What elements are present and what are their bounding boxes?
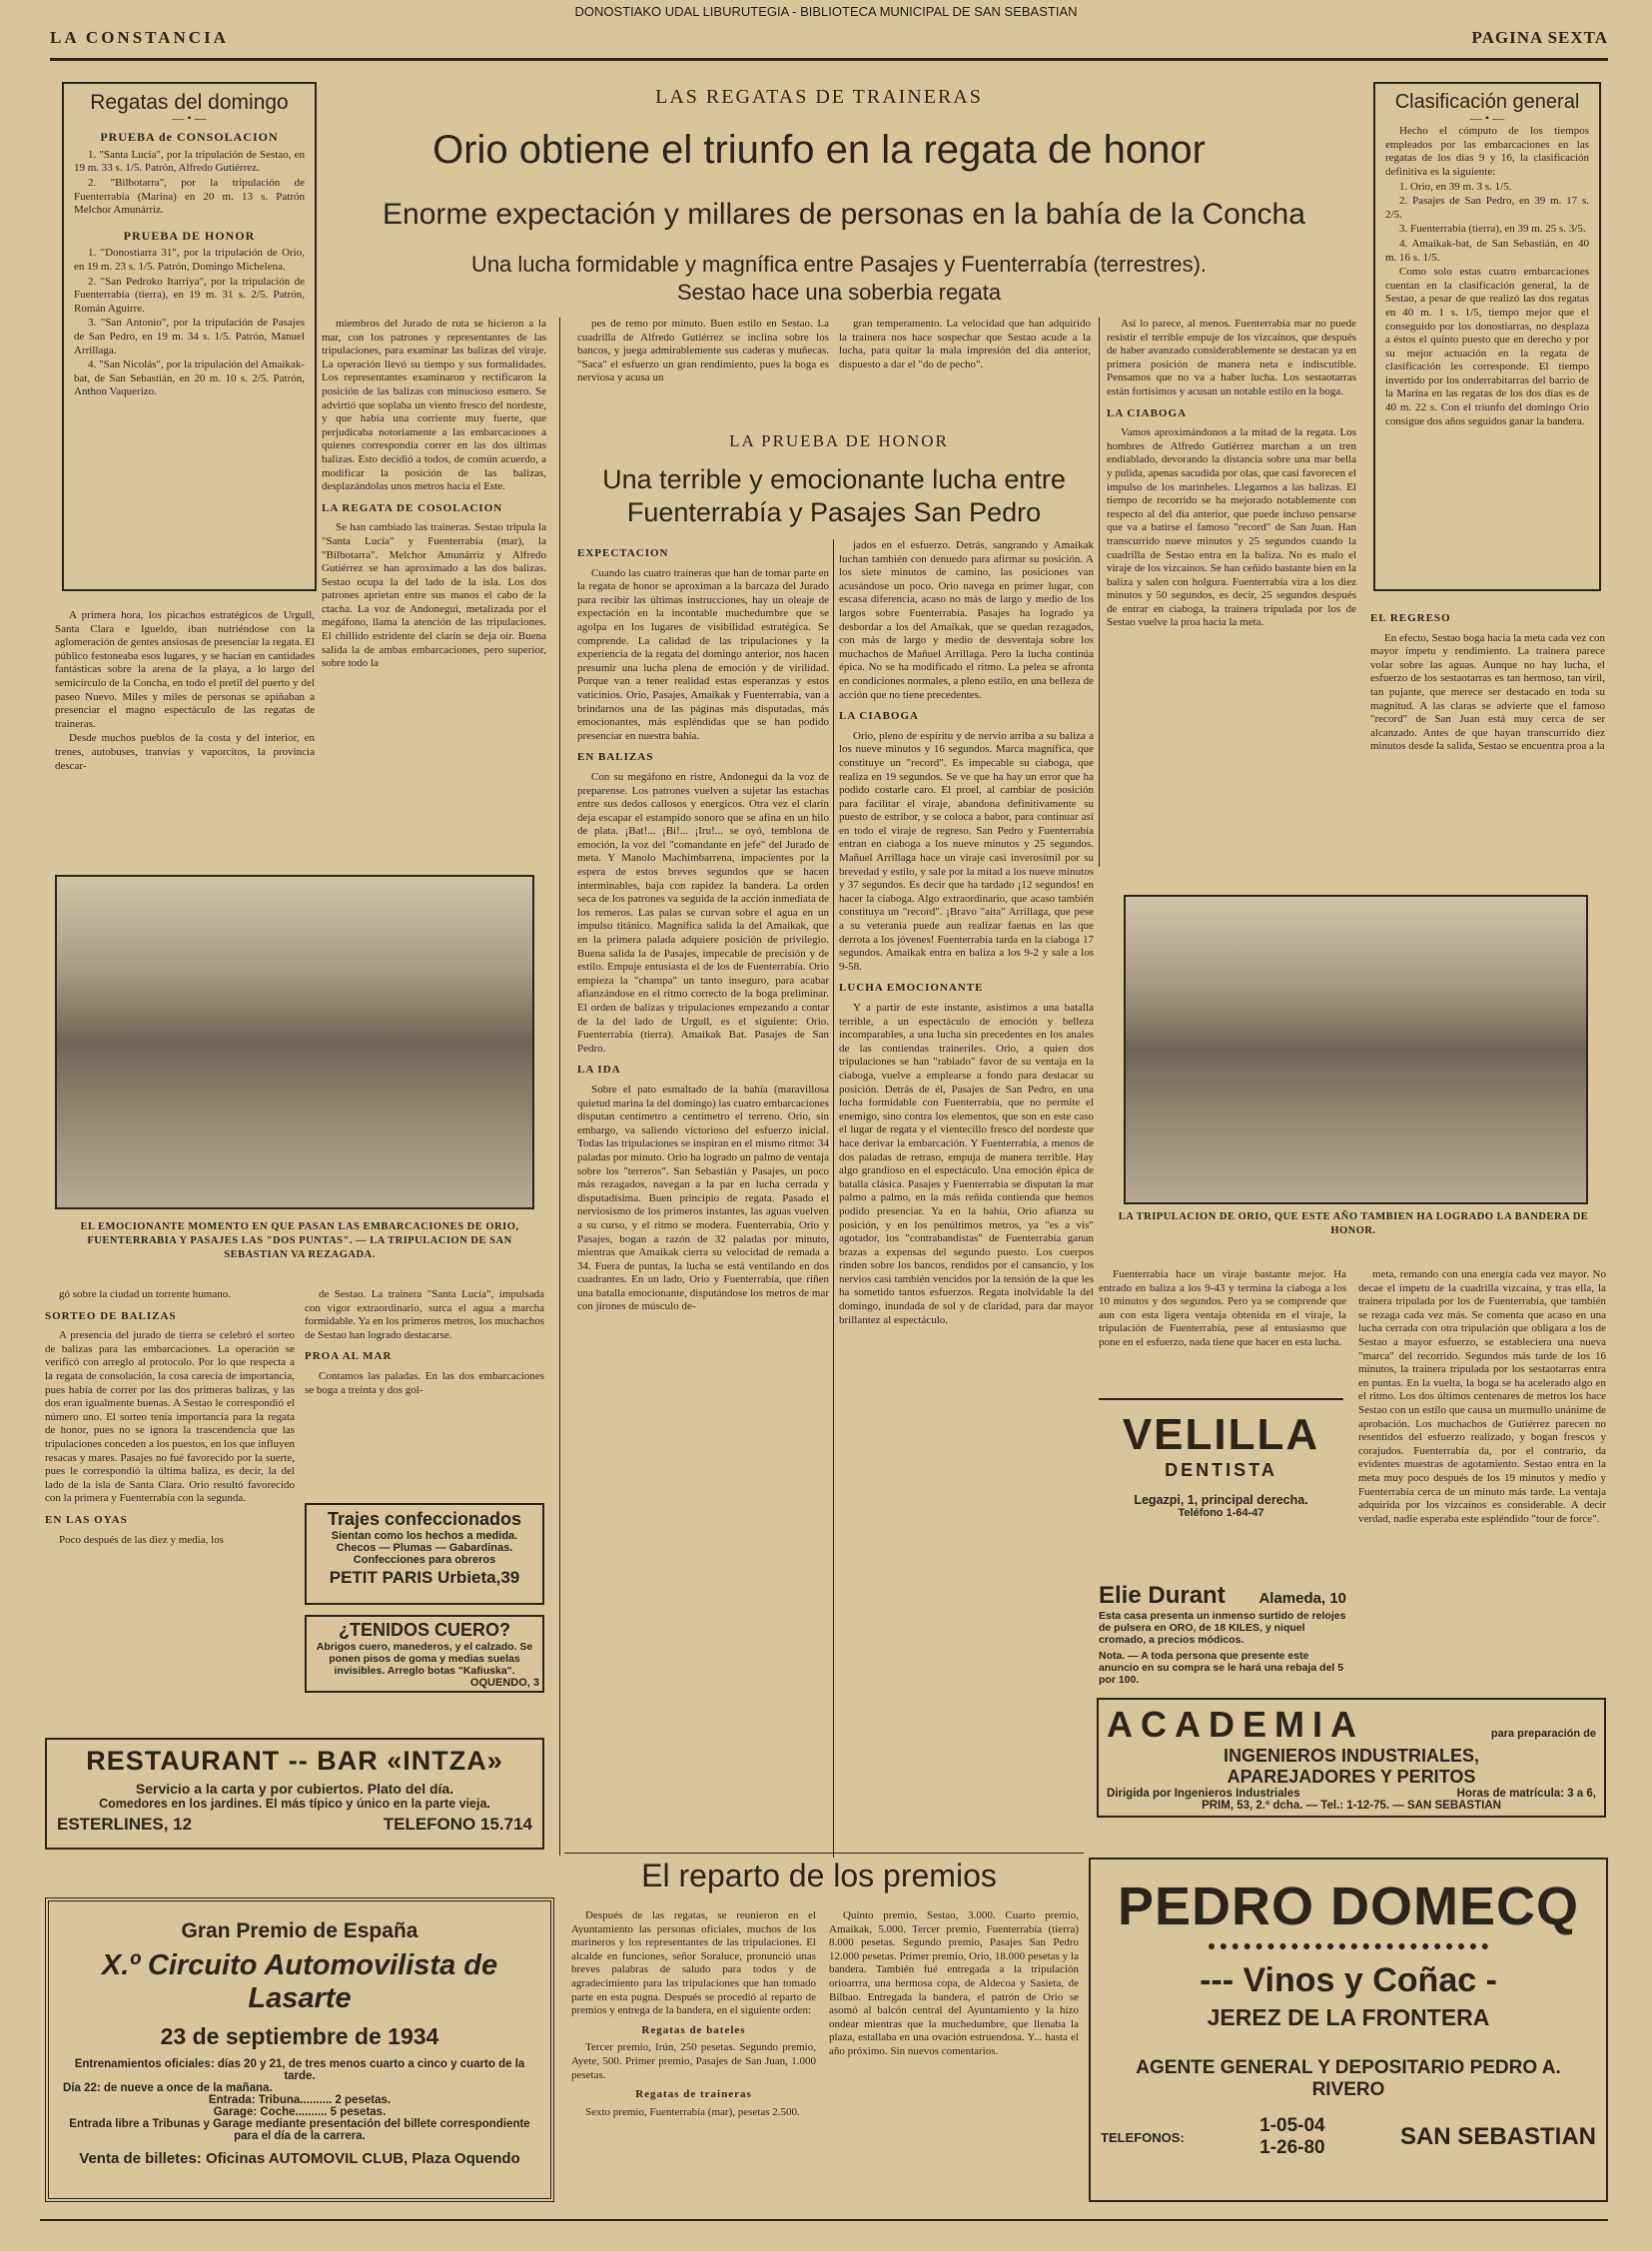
column-2-top — [322, 318, 546, 865]
left-column-top — [55, 609, 315, 864]
paragraph: pes de remo por minuto. Buen estilo en Sestao. La cuadrilla de Alfredo Gutiérrez se inclina sobre los bancos, y juega admirablemente sus caderas y muñecas. "Saca" el esfuerzo un gran rendimiento, pues la boga es nerviosa y acusa un — [577, 318, 829, 384]
ad-circuito-venta: Venta de billetes: Oficinas AUTOMOVIL CLUB, Plaza Oquendo — [79, 2150, 520, 2167]
ad-durant — [1095, 1578, 1350, 1698]
ad-durant-nota: Nota. — A toda persona que presente este anuncio en su compra se le hará una rebaja del 5 por 100. — [1099, 1650, 1344, 1686]
ad-circuito-entrada: Entrada: Tribuna.......... 2 pesetas. — [208, 2094, 392, 2106]
ad-velilla-title: DENTISTA — [1165, 1460, 1277, 1480]
right-photo-caption: LA TRIPULACION DE ORIO, QUE ESTE AÑO TAMBIEN HA LOGRADO LA BANDERA DE HONOR. — [1118, 1211, 1589, 1236]
premios-column-1 — [571, 1909, 816, 2209]
paragraph: Poco después de las diez y media, los — [59, 1533, 224, 1546]
section-title: PROA AL MAR — [305, 1350, 393, 1363]
paragraph: miembros del Jurado de ruta se hicieron a la mar, con los patrones y representantes de las tripulaciones, para examinar las balizas del viraje. La operación llevó su tiempo y sus formalidades. Los representantes examinaron y rectificaron la posición de las balizas con minucioso esmero. Se advirtió que soplaba un viento fresco del nordeste, y que había una corriente muy fuerte, que perjudicaba notoriamente a las embarcaciones a quienes correspondía correr en las dos últimas balizas. Esto decidió a todos, de común acuerdo, a modificar la posición de las balizas, desplazándolas unos metros hacia el Este. — [322, 318, 546, 493]
paragraph: Sexto premio, Fuenterrabía (mar), pesetas 2.500. — [585, 2105, 800, 2118]
left-photo-caption: EL EMOCIONANTE MOMENTO EN QUE PASAN LAS EMBARCACIONES DE ORIO, FUENTERRABIA Y PASAJES LAS "DOS PUNTAS". — LA TRIPULACION DE SAN SEBASTIAN VA REZAGADA. — [80, 1221, 519, 1260]
column-4-top — [839, 318, 1091, 432]
paragraph: meta, remando con una energía cada vez mayor. No decae el ímpetu de la cuadrilla vizcaína, y tras ella, la trainera tripulada por los de Fuenterrabía, que también se rezaga cada vez más. Se comenta que acaso en una lucha cerrada con otra tripulación que obligara a los de Sestao a mayor esfuerzo, se estableciera una nueva "marca" del recorrido. Segundos más tarde de los 16 minutos, la trainera tripulada por los sestaotarras entra en puntas. En la vuelta, la boga se ha acelerado algo en el ritmo. Los dos últimos centenares de metros los hace Sestao con un estilo que causa un murmullo unánime de aprobación. Los muchachos de Gutiérrez parecen no resentidos del esfuerzo realizado, y bogan frescos y corajudos. Fuenterrabía da, por el contrario, da evidentes muestras de agotamiento. Sestao entra en la meta muy poco después de los 19 minutos y medio y Fuenterrabía cerca de un minuto más tarde. La ventaja adquirida por los vizcaínos es considerable. A decir verdad, nadie esperaba este espléndido "tour de force". — [1358, 1268, 1606, 1525]
ad-velilla-name: VELILLA — [1122, 1410, 1320, 1459]
ad-velilla — [1099, 1398, 1343, 1588]
premios-subhead: Regatas de traineras — [635, 2088, 752, 2101]
column-3 — [577, 539, 829, 1863]
ornament — [1209, 1943, 1488, 1955]
paragraph: Después de las regatas, se reunieron en el Ayuntamiento las personas oficiales, muchos de los marineros y los representantes de las tripulaciones. El alcalde en funciones, señor Soraluce, pronunció unas breves palabras de saludo para todos y de agradecimiento para las tripulaciones que han tomado parte en esta pugna. Después se procedió al reparto de premios y entrega de la bandera, en el siguiente orden: — [571, 1909, 816, 2017]
ad-domecq-line2: JEREZ DE LA FRONTERA — [1207, 2004, 1490, 2030]
ad-academia-line2: APAREJADORES Y PERITOS — [1227, 1767, 1476, 1787]
ad-trajes — [305, 1503, 544, 1605]
regatas-box-item: 1. "Donostiarra 31", por la tripulación de Orio, en 19 m. 23 s. 1/5. Patrón, Domingo Michelena. — [74, 247, 305, 273]
left-column-bottom — [45, 1288, 295, 1663]
clasificacion-item: 2. Pasajes de San Pedro, en 39 m. 17 s. 2/5. — [1385, 195, 1589, 221]
paragraph: Con su megáfono en ristre, Andonegui da la voz de preparense. Los patrones vuelven a sujetar las estachas entre sus dedos callosos y energicos. Otra vez el clarín deja escapar el estampido sonoro que se afina en un hilo de plata. ¡Bat!... ¡Bi!... ¡Iru!... se oyó, temblona de emoción, la voz del "comandante en jefe" del Jurado de meta. Y Manolo Machimbarrena, impacientes por la espera de estos breves segundos que se hacen interminables, baja con rapidez la bandera. La orden seca de los patrones va seguida de la acción inmediata de los remeros. Las palas se curvan sobre el agua en un impulso titánico. Magnífica salida la del Amaikak, que en la primera palada adquiere posición de privilegio. Buena salida la de Pasajes, impecable de precisión y de estilo. Empuje entusiasta el de los de Fuenterrabía. Orio empieza la "champa" un tanto inseguro, para acabar afianzándose en el ritmo correcto de la boga preliminar. El orden de balizas y tripulaciones empezando a contar de la del lado de Urgull, es el siguiente: Orio. Fuenterrabía (tierra). Amaikak Bat. Pasajes de San Pedro. — [577, 770, 829, 1055]
paragraph: Vamos aproximándonos a la mitad de la regata. Los hombres de Alfredo Gutiérrez marchan a un tren endiablado, devorando la distancia sobre una mar bella y pulida, apenas sacudida por olas, que casi favorecen el impulso de los marinheles. Llegamos a las balizas. El tiempo de recorrido se ha mejorado notablemente con respecto al del día anterior, que puede incluso pensarse que va a batirse el famoso "record" de San Juan. Han transcurrido nueve minutos y 25 segundos cuando la cuadrilla de Sestao entra en la baliza. No es malo el viraje de los vizcaínos. Se han ceñido bastante bien en la baliza y salen con holgura. Fuenterrabía vira a los diez minutos y 50 segundos, es decir, 25 segundos después de entrar en ciaboga, la trainera tripulada por los de Sestao vuelve la proa hacia la meta. — [1107, 426, 1356, 629]
ad-academia-line3: Dirigida por Ingenieros Industriales — [1107, 1788, 1300, 1800]
column-2-bottom — [305, 1288, 544, 1498]
ad-cuero-title: ¿TENIDOS CUERO? — [338, 1620, 510, 1640]
ad-cuero — [305, 1615, 544, 1693]
column-5-bottom — [1099, 1268, 1346, 1398]
ad-trajes-line3: Confecciones para obreros — [353, 1554, 496, 1566]
paragraph: Orio, pleno de espíritu y de nervio arriba a su baliza a los nueve minutos y 16 segundos. Marca magnífica, que constituye un "record". Es impecable su ciaboga, que realiza en 19 segundos. Se ve que ha hay un error que ha podido costarle caro. El proel, al cambiar de posición para facilitar el viraje, abandona definitivamente su puesto de estribor, y se coloca a babor, para continuar así en todo el viraje de regreso. San Pedro y Fuenterrabía entran en ciaboga a los nueve minutos y 25 segundos. Mañuel Arrillaga hace un viraje casi inverosímil por su brevedad y estilo, y sale por la mitad a los nueve minutos y 37 segundos. Es decir que ha tardado ¡12 segundos! en hacer la ciaboga. Algo extraordinario, que acaso también constituya un "record". ¡Bravo "aita" Arrillaga, que pese a su veteranía puede aun realizar faenas en las que derrota a los jóvenes! Fuenterrabía tarda en la ciaboga 17 segundos. Amaikak entra en baliza a los 9-2 y sale a los 9-58. — [839, 729, 1094, 973]
ad-academia-name: ACADEMIA — [1107, 1704, 1364, 1745]
ad-durant-addr: Alameda, 10 — [1258, 1590, 1346, 1607]
paragraph: Quinto premio, Sestao, 3.000. Cuarto premio, Amaikak, 5.000. Tercer premio, Fuenterrabía (tierra) 8.000 pesetas. Segundo premio, Pasajes San Pedro 12.000 pesetas. Primer premio, Orio, 18.000 pesetas y la bandera. También fué entregada a la tripulación orioarrra, una hermosa copa, de Aldecoa y Sasieta, de Bilbao. Entregada la bandera, el patrón de Orio se asomó al balcón central del Ayuntamiento y la hizo ondear mientras que la muchedumbre, que llenaba la plaza, estallaba en una ovación estruendosa. Y... hasta el año próximo. Sin nuevos comentarios. — [829, 1909, 1079, 2057]
ad-velilla-addr: Legazpi, 1, principal derecha. — [1134, 1493, 1308, 1507]
paragraph: Fuenterrabía hace un viraje bastante mejor. Ha entrado en baliza a los 9-43 y termina la ciaboga a los 10 minutos y dos segundos. Pero ya se comprende que aun con esta ligera ventaja obtenida en el viraje, la tripulación de Fuenterrabía, pese al entusiasmo que pone en el esfuerzo, nada tiene que hacer en esta lucha. — [1099, 1268, 1346, 1348]
ad-domecq-tel2: 1-26-80 — [1259, 2137, 1325, 2158]
column-rule — [833, 539, 834, 1858]
ad-domecq-tel1: 1-05-04 — [1259, 2115, 1325, 2136]
column-rule — [559, 318, 560, 1856]
paragraph: A primera hora, los picachos estratégicos de Urgull, Santa Clara e Igueldo, iban nutriéndose con la aglomeración de gentes ansiosas de presenciar la regata. El público festoneaba esos lugares, y se hacían en cantidades fantásticas sobre la arena de la playa, a lo largo del semicírculo de la Concha, en todo el pretil del puerto y del paseo Nuevo. Miles y miles de personas se apiñaban a presenciar el magno espectáculo de las regatas de traineras. — [55, 609, 315, 730]
section-title: EXPECTACION — [577, 547, 669, 559]
regatas-box-item: 3. "San Antonio", por la tripulación de Pasajes de San Pedro, en 19 m. 34 s. 1/5. Patrón, Manuel Arrillaga. — [74, 317, 305, 357]
section-title: LA CIABOGA — [839, 710, 919, 723]
paragraph: Y a partir de este instante, asistimos a una batalla terrible, a un espectáculo de emoción y belleza incomparables, a una lucha sin precedentes en los anales de las contiendas traineriles. Orio, a quien dos tripulaciones se han "rabiado" favor de su ventaja en la ciaboga, vuelve a emplearse a fondo para destacar su posición. Detrás de él, Pasajes de San Pedro, en una lucha formidable con Fuenterrabía, que no permite el enemigo, sino contra los elementos, que son en este caso el lugar de regata y el vientecillo fresco del nordeste que hace derivar la embarcación. Y Fuenterrabía, a menos de dos paladas de retraso, empuja de manera terrible. Hay algo grandioso en el espectáculo. Una emoción épica de batalla clásica. Pasajes y Fuenterrabía se disputan la mar palmo a palmo, en la más reñida contienda que hemos podido presenciar. Ya en la bahía, Orio afianza su posición, y en los penúltimos metros, ya "es a vis" agotador, los "contrabandistas" de Fuenterrabía ganan brazas a expensas del segundo puesto. Los cuerpos rinden sobre los bancos, rendidos por el cansancio, y los nervios casi también vencidos por la tensión de la que les ha sometido tantos esfuerzos. Regata inolvidable la del domingo, inundada de sol y de claridad, para dar mayor brillantez al espectáculo. — [839, 1002, 1094, 1326]
ad-circuito-garage: Garage: Coche.......... 5 pesetas. — [213, 2106, 387, 2118]
main-kicker: LAS REGATAS DE TRAINERAS — [655, 86, 983, 108]
column-5-top — [1107, 318, 1356, 865]
ad-intza — [45, 1738, 544, 1850]
column-6-bottom — [1358, 1268, 1606, 1688]
ad-domecq — [1089, 1858, 1608, 2202]
top-rule — [50, 58, 1608, 61]
honor-headline: Una terrible y emocionante lucha entre Fuenterrabía y Pasajes San Pedro — [602, 464, 1066, 527]
ad-circuito-libre: Entrada libre a Tribunas y Garage mediante presentación del billete correspondiente para el día de la carrera. — [69, 2118, 530, 2142]
ad-trajes-line1: Sientan como los hechos a medida. — [331, 1530, 518, 1542]
section-title: LA CIABOGA — [1107, 406, 1187, 419]
column-4 — [839, 539, 1094, 1863]
masthead-right: PAGINA SEXTA — [1471, 28, 1608, 47]
honor-kicker: LA PRUEBA DE HONOR — [729, 431, 949, 450]
main-deck2: Una lucha formidable y magnífica entre Pasajes y Fuenterrabía (terrestres). — [470, 252, 1208, 277]
paragraph: Contamos las paladas. En las dos embarcaciones se boga a treinta y dos gol- — [305, 1369, 544, 1396]
ad-durant-text: Esta casa presenta un inmenso surtido de relojes de pulsera en ORO, de 18 KILES, y niquel cromado, a precios módicos. — [1099, 1610, 1346, 1646]
section-title: LA IDA — [577, 1064, 621, 1077]
premios-column-2 — [829, 1909, 1079, 2209]
ad-academia-side: para preparación de — [1490, 1728, 1596, 1740]
regatas-box-sec2: PRUEBA DE HONOR — [123, 228, 256, 243]
paragraph: gran temperamento. La velocidad que han adquirido la trainera nos hace sospechar que Sestao acude a la lucha, para quitar la mala impresión del día anterior, dispuesto a dar el "do de pecho". — [839, 318, 1091, 371]
section-title: SORTEO DE BALIZAS — [45, 1309, 177, 1322]
ad-circuito-train: Entrenamientos oficiales: días 20 y 21, de tres menos cuarto a cinco y cuarto de la tarde. — [74, 2058, 525, 2082]
ornament: — • — — [1469, 110, 1505, 125]
column-rule — [40, 2219, 1608, 2221]
column-rule — [564, 1853, 1084, 1854]
ad-academia-hours: Horas de matrícula: 3 a 6, — [1456, 1788, 1596, 1800]
column-3-top — [577, 318, 829, 432]
ad-intza-line2: Comedores en los jardines. El más típico y único en la parte vieja. — [99, 1797, 490, 1811]
paragraph: Así lo parece, al menos. Fuenterrabía mar no puede resistir el terrible empuje de los vizcaínos, que después de haber avanzado considerablemente se destacan ya en primera posición de manera neta e indiscutible. Pensamos que no va a haber lucha. Los sestaotarras están fortísimos y acusan un notable estilo en la boga. — [1107, 318, 1356, 397]
premios-title: El reparto de los premios — [641, 1858, 997, 1893]
ad-circuito-day: Día 22: de nueve a once de la mañana. — [63, 2082, 273, 2094]
paragraph: En efecto, Sestao boga hacia la meta cada vez con mayor ímpetu y rendimiento. La trainera parece volar sobre las aguas. Aunque no hay lucha, el esfuerzo de los sestaotarras es tan hermoso, tan viril, tan pujante, que merece ser destacado en toda su magnitud. A las claras se advierte que el famoso "record" de San Juan está muy cerca de ser alcanzado. Antes de que hayan transcurrido diez minutos desde la salida, Sestao se encuentra proa a la — [1370, 631, 1605, 753]
clasificacion-box — [1373, 82, 1601, 591]
section-title: LUCHA EMOCIONANTE — [839, 982, 984, 995]
clasificacion-item: 3. Fuenterrabía (tierra), en 39 m. 25 s. 3/5. — [1399, 223, 1586, 236]
paragraph: Tercer premio, Irún, 250 pesetas. Segundo premio, Ayete, 500. Primer premio, Pasajes de San Juan, 1.000 pesetas. — [571, 2041, 816, 2081]
clasificacion-item: 1. Orio, en 39 m. 3 s. 1/5. — [1399, 180, 1512, 193]
paragraph: de Sestao. La trainera "Santa Lucía", impulsada con vigor extraordinario, surca el agua a marcha formidable. Ya en los primeros metros, los muchachos de Sestao han logrado destacarse. — [305, 1288, 544, 1341]
paragraph: Cuando las cuatro traineras que han de tomar parte en la regata de honor se aproximan a la barcaza del Jurado para recibir las últimas instrucciones, hay un oleaje de expectación en la incontable muchedumbre que se agolpa en los lugares de visibilidad estratégica. Se comprende. La calidad de las tripulaciones y la experiencia de la regata del domingo anterior, nos hacen presumir una lucha plena de emoción y de virilidad. Porque van a tener realidad estas esperanzas y estos vaticinios. Orio, Pasajes, Amaikak y Fuenterrabía, van a brindarnos una de las páginas más disputadas, más emocionantes, más espléndidas que se han podido presenciar en nuestra bahía. — [577, 566, 829, 742]
main-deck3: Sestao hace una soberbia regata — [676, 280, 1002, 305]
section-title: EN BALIZAS — [577, 751, 654, 764]
paragraph: jados en el esfuerzo. Detrás, sangrando y Amaikak luchan también con denuedo para afirmar su posición. A los siete minutos de camino, las posiciones van acusándose un poco. Orio navega en primer lugar, con escasa diferencia, acaso no más de largo y medio de los largos sobre Fuenterrabía. Pasajes ha logrado ya desbordar a los del Amaikak, que se quedan rezagados, con más de largo y medio de desventaja sobre los muchachos de Mañuel Arrillaga. Pero la lucha continúa épica. No se ha modificado el ritmo. La pelea se afronta en condiciones normales, a pleno estilo, en una belleza de acción que no tiene precedentes. — [839, 539, 1094, 701]
ad-circuito-date: 23 de septiembre de 1934 — [160, 2023, 439, 2049]
column-rule — [1099, 318, 1100, 867]
photo-orio-crew — [1124, 895, 1588, 1204]
regatas-box-item: 2. "Bilbotarra", por la tripulación de Fuenterrabía (Marina) en 20 m. 13 s. Patrón Melchor Amunárriz. — [74, 176, 305, 217]
paragraph: Sobre el pato esmaltado de la bahía (maravillosa quietud marina la del domingo) las cuatro embarcaciones disputan centímetro a centímetro el terreno. Orio, sin embargo, va saliendo victorioso del esfuerzo inicial. Todas las tripulaciones se inspiran en el mismo ritmo: 34 paladas por minuto. Orio ha logrado un palmo de ventaja sobre los "terreros". San Sebastián y Pasajes, un poco más rezagados, navegan a la par en lucha cerrada y disputadísima. Buen principio de regata. Pasado el nerviosismo de los primeros instantes, las aguas vuelven a su curso, y el ritmo se modera. Fuenterrabía, Orio y Pasajes, bogan a razón de 32 paladas por minuto, mientras que Amaikak cierra su velocidad de remada a 34. Fuera de puntas, la lucha se está ventilando en dos cuadrantes. En un lado, Orio y Fuenterrabía, que riñen una batalla emocionante, disputándose los metros de mar con jirones de músculo de- — [577, 1083, 829, 1313]
regatas-box-item: 1. "Santa Lucía", por la tripulación de Sestao, en 19 m. 33 s. 1/5. Patrón, Alfredo Gutiérrez. — [74, 148, 305, 175]
premios-subhead: Regatas de bateles — [641, 2023, 746, 2036]
clasificacion-box-title: Clasificación general — [1394, 91, 1580, 113]
ad-circuito — [45, 1897, 554, 2202]
ornament: — • — — [172, 110, 207, 125]
regatas-box-title: Regatas del domingo — [90, 91, 289, 114]
clasificacion-intro: Hecho el cómputo de los tiempos empleados por las embarcaciones en las regatas de los días 9 y 16, la clasificación definitiva es la siguiente: — [1385, 125, 1589, 178]
ad-intza-title: RESTAURANT -- BAR «INTZA» — [86, 1746, 503, 1776]
ad-academia-addr: PRIM, 53, 2.º dcha. — Tel.: 1-12-75. — SAN SEBASTIAN — [1202, 1800, 1501, 1812]
main-deck1: Enorme expectación y millares de personas en la bahía de la Concha — [383, 198, 1305, 231]
ad-circuito-line2: X.º Circuito Automovilista de Lasarte — [101, 1949, 498, 2014]
regatas-box-item: 4. "San Nicolás", por la tripulación del Amaikak-bat, de San Sebastián, en 20 m. 10 s. 2/5. Patrón, Anthon Vaquerizo. — [74, 359, 305, 398]
ad-academia — [1097, 1698, 1606, 1818]
ad-velilla-tel: Teléfono 1-64-47 — [1178, 1507, 1264, 1519]
regatas-box — [62, 82, 317, 591]
column-6-top — [1370, 604, 1605, 866]
ad-durant-name: Elie Durant — [1099, 1582, 1226, 1609]
ad-domecq-tel-label: TELEFONOS: — [1101, 2129, 1185, 2145]
ad-intza-tel: TELEFONO 15.714 — [383, 1815, 532, 1834]
paragraph: A presencia del jurado de tierra se celebró el sorteo de balizas para las embarcaciones. La operación se verificó con arreglo al protocolo. Por lo que respecta a la regata de consolación, la cosa carecía de importancia, pues había de correr por las dos primeras balizas, y las dos eran igualmente buenas. A Sestao le correspondió el número uno. El sorteo tenía importancia para la regata de honor, pues no se ignora la trascendencia que las tripulaciones conceden a los puestos, en los que influyen resacas y mares. Pasajes no fué favorecido por la suerte, pues le correspondió la última baliza, es decir, la del lado de la isla de Santa Clara. Orio resultó favorecido con la primera y Fuenterrabía con la segunda. — [45, 1329, 295, 1505]
section-title: EN LAS OYAS — [45, 1513, 128, 1526]
section-title: LA REGATA DE COSOLACION — [322, 501, 503, 514]
ad-domecq-city: SAN SEBASTIAN — [1399, 2123, 1596, 2150]
main-headline: Orio obtiene el triunfo en la regata de honor — [432, 128, 1206, 172]
ad-intza-line1: Servicio a la carta y por cubiertos. Plato del día. — [135, 1781, 454, 1797]
regatas-box-sec1: PRUEBA de CONSOLACION — [100, 130, 279, 145]
ad-academia-line1: INGENIEROS INDUSTRIALES, — [1223, 1746, 1480, 1766]
clasificacion-body: Como solo estas cuatro embarcaciones cuentan en la clasificación general, la de Sestao, a pesar de que realizó las dos regatas en 40 m. 1 s. 1/5, tiempo mejor que el conseguido por los donostiarras, no desplaza a éstos el quinto puesto que en derecho y por su mejor actuación en la regata de clasificación les corresponde. El tiempo invertido por los onderrabitarras del barrio de la Marina en las regatas de los dos días es de 40 m. 22 s. Con el triunfo del domingo Orio consigue dos años seguidos ganar la bandera. — [1385, 266, 1589, 427]
ad-circuito-line1: Gran Premio de España — [181, 1919, 418, 1942]
ad-domecq-agent: AGENTE GENERAL Y DEPOSITARIO PEDRO A. RIVERO — [1136, 2057, 1561, 2100]
clasificacion-item: 4. Amaikak-bat, de San Sebastián, en 40 m. 16 s. 1/5. — [1385, 237, 1589, 264]
ad-domecq-name: PEDRO DOMECQ — [1117, 1876, 1580, 1936]
library-header: DONOSTIAKO UDAL LIBURUTEGIA - BIBLIOTECA MUNICIPAL DE SAN SEBASTIAN — [574, 4, 1078, 19]
ad-cuero-addr: OQUENDO, 3 — [469, 1677, 539, 1689]
ad-intza-addr: ESTERLINES, 12 — [57, 1815, 193, 1834]
ad-trajes-shop: PETIT PARIS Urbieta,39 — [329, 1568, 520, 1587]
photo-regatta-boats — [55, 875, 534, 1209]
ad-domecq-line1: --- Vinos y Coñac - — [1200, 1961, 1497, 1999]
regatas-box-item: 2. "San Pedroko Itarriya", por la tripulación de Fuenterrabía (tierra), en 19 m. 31 s. 2/5. Patrón, Román Aguirre. — [74, 275, 305, 315]
masthead-left: LA CONSTANCIA — [50, 28, 229, 47]
ad-cuero-text: Abrigos cuero, manederos, y el calzado. Se ponen pisos de goma y medias suelas invisibles. Arreglo botas "Kafiuska". — [316, 1641, 533, 1677]
section-title: EL REGRESO — [1370, 612, 1451, 624]
paragraph: Desde muchos pueblos de la costa y del interior, en trenes, autobuses, tranvías y vaporcitos, la provincia descar- — [55, 732, 315, 772]
paragraph: Se han cambiado las traineras. Sestao tripula la "Santa Lucía" y Fuenterrabía (mar), la "Bilbotarra". Melchor Amunárriz y Alfredo Gutiérrez se han aproximado a las dos balizas. Sestao ocupa la del lado de la isla. Los dos patrones aprietan entre sus manos el cabo de la ctacha. La voz de Andonegui, metalizada por el megáfono, llama la atención de las tripulaciones. El chillido estridente del clarín se deja oír. Buena salida la de ambas embarcaciones, pero superior, sobre todo la — [322, 521, 546, 670]
ad-trajes-line2: Checos — Plumas — Gabardinas. — [336, 1542, 513, 1554]
paragraph: gó sobre la ciudad un torrente humano. — [59, 1288, 231, 1300]
ad-trajes-title: Trajes confeccionados — [327, 1509, 522, 1529]
